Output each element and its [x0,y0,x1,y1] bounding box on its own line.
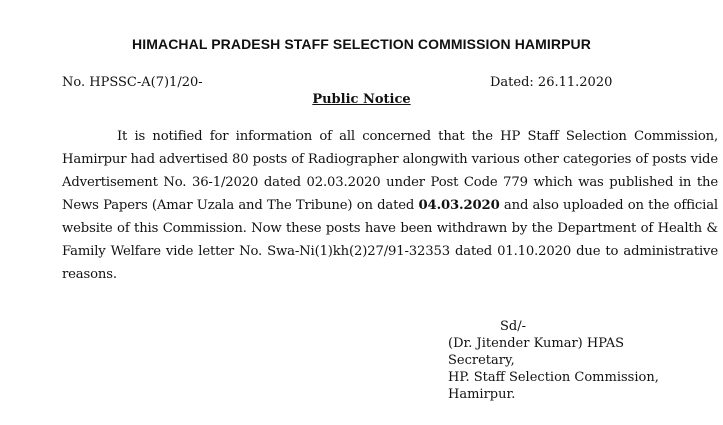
signature-block [448,318,659,403]
signature-sd: Sd/- [500,319,526,334]
signatory-name: (Dr. Jitender Kumar) HPAS [448,336,625,351]
signatory-place: Hamirpur. [448,387,516,402]
reference-number: No. HPSSC-A(7)1/20- [62,75,203,90]
reference-date: Dated: 26.11.2020 [490,75,613,90]
signatory-office: HP. Staff Selection Commission, [448,370,659,385]
commission-heading: HIMACHAL PRADESH STAFF SELECTION COMMISSION HAMIRPUR [132,36,591,52]
signatory-designation: Secretary, [448,353,515,368]
notice-body-part2: and also uploaded on the official website of this Commission. Now these posts have been withdrawn by the Department of Health & Family Welfare vide letter No. Swa-Ni(1)kh(2)27/91-32353 dated 01.10.2020 due to administrative reasons. [62,198,718,282]
notice-body-date: 04.03.2020 [418,198,500,213]
notice-body [62,125,718,286]
notice-title: Public Notice [312,92,411,107]
notice-body-part1: It is notified for information of all concerned that the HP Staff Selection Commission, Hamirpur had advertised 80 posts of Radiographer alongwith various other categories of posts vide Advertisement No. 36-1/2020 dated 02.03.2020 under Post Code 779 which was published in the News Papers (Amar Uzala and The Tribune) on dated [62,129,718,213]
